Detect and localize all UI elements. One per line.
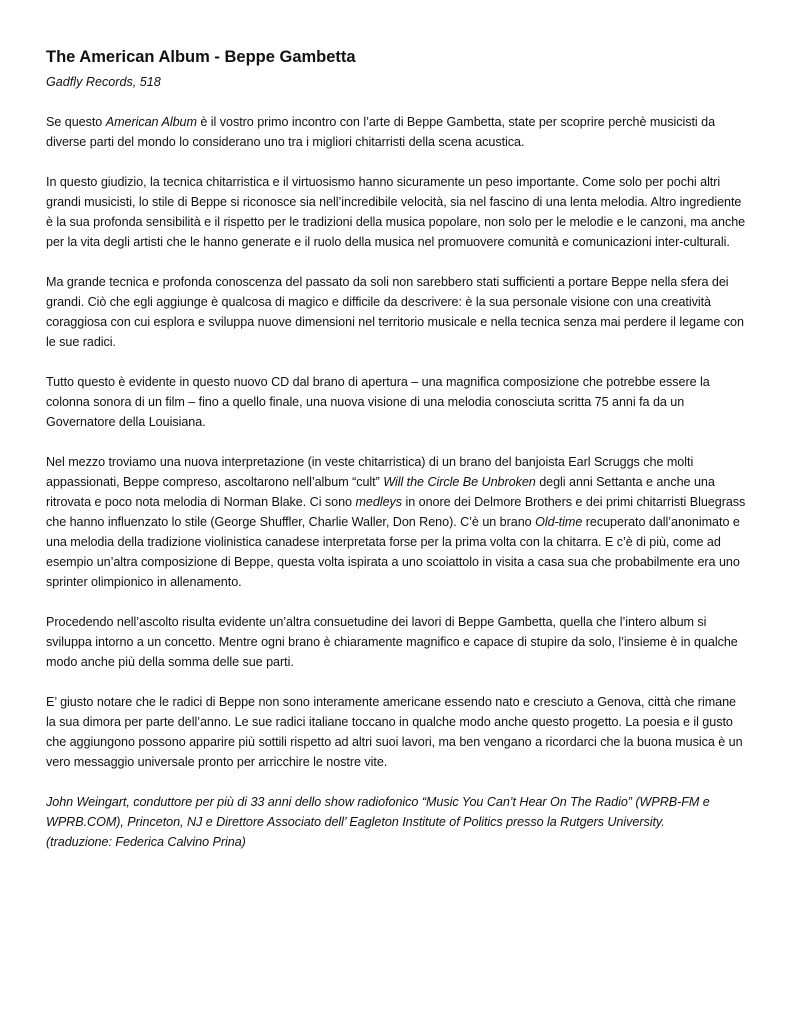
paragraph-text: degli anni Settanta e anche una ritrovata e poco nota melodia di Norman Blake. Ci sono [46, 475, 715, 509]
paragraph-text: Nel mezzo troviamo una nuova interpretazione (in veste chitarristica) di un brano del banjoista Earl Scruggs che molti appassionati, Beppe compreso, ascoltarono nell’album “cult” [46, 455, 694, 489]
paragraph-text: recuperato dall’anonimato e una melodia della tradizione violinistica canadese interpretata forse per la prima volta con la chitarra. E c’è di più, come ad esempio un’altra composizione di Beppe, questa volta ispirata a uno scoiattolo in visita a casa sua che probabilmente era uno sprinter olimpionico in allenamento. [46, 515, 740, 589]
paragraph-cd: Tutto questo è evidente in questo nuovo CD dal brano di apertura – una magnifica composizione che potrebbe essere la colonna sonora di un film – fino a quello finale, una nuova visione di una melodia conosciuta scritta 75 anni fa da un Governatore della Louisiana. [46, 375, 710, 429]
paragraph-concept: Procedendo nell’ascolto risulta evidente un’altra consuetudine dei lavori di Beppe Gambetta, quella che l’intero album si sviluppa intorno a un concetto. Mentre ogni brano è chiaramente magnifico e capace di stupire da solo, l’insieme è in qualche modo anche più della somma delle sue parti. [46, 615, 738, 669]
paragraph-vision: Ma grande tecnica e profonda conoscenza del passato da soli non sarebbero stati sufficienti a portare Beppe nella sfera dei grandi. Ciò che egli aggiunge è qualcosa di magico e difficile da descrivere: è la sua personale visione con una creatività coraggiosa con cui esplora e sviluppa nuove dimensioni nel territorio musicale e nella tecnica senza mai perdere il legame con le sue radici. [46, 275, 744, 349]
album-title: The American Album - [46, 48, 225, 66]
paragraph-technique: In questo giudizio, la tecnica chitarristica e il virtuosismo hanno sicuramente un peso importante. Come solo per pochi altri grandi musicisti, lo stile di Beppe si riconosce sia nell’incredibile velocità, sia nel fascino di una lenta melodia. Altro ingrediente è la sua profonda sensibilità e il rispetto per le tradizioni della musica popolare, non solo per le melodie e le canzoni, ma anche per la vita degli artisti che le hanno generate e il ruolo della musica nel promuovere comunità e comunicazioni inter-culturali. [46, 175, 746, 249]
author-credit [46, 792, 747, 852]
album-name-italic: American Album [105, 115, 197, 129]
paragraph-text: Se questo [46, 115, 106, 129]
record-label: Gadfly Records, 518 [46, 75, 161, 89]
page-title [46, 46, 747, 68]
paragraph-text: in onore dei Delmore Brothers e dei primi chitarristi Bluegrass che hanno influenzato lo stile (George Shuffler, Charlie Waller, Don Reno). C’è un brano [46, 495, 746, 529]
artist-name: Beppe Gambetta [224, 48, 356, 66]
old-time-italic: Old-time [535, 515, 583, 529]
paragraph-intro [46, 112, 747, 152]
paragraph-text: è il vostro primo incontro con l’arte di Beppe Gambetta, state per scoprire perchè musicisti da diverse parti del mondo lo considerano uno tra i migliori chitarristi della scena acustica. [46, 115, 716, 149]
paragraph-tracks [46, 452, 747, 592]
credit-translation: (traduzione: Federica Calvino Prina) [46, 835, 246, 849]
medleys-italic: medleys [355, 495, 403, 509]
credit-author: John Weingart, conduttore per più di 33 anni dello show radiofonico “Music You Can’t Hear On The Radio” (WPRB-FM e WPRB.COM), Princeton, NJ e Direttore Associato dell’ Eagleton Institute of Politics presso la Rutgers University. [46, 795, 710, 829]
album-reference-italic: Will the Circle Be Unbroken [383, 475, 536, 489]
paragraph-roots: E’ giusto notare che le radici di Beppe non sono interamente americane essendo nato e cresciuto a Genova, città che rimane la sua dimora per parte dell’anno. Le sue radici italiane toccano in qualche modo anche questo progetto. La poesia e il gusto che aggiungono possono apparire più sottili rispetto ad altri suoi lavori, ma ben vengano a ricordarci che la buona musica è un vero messaggio universale pronto per arricchire le nostre vite. [46, 695, 743, 769]
